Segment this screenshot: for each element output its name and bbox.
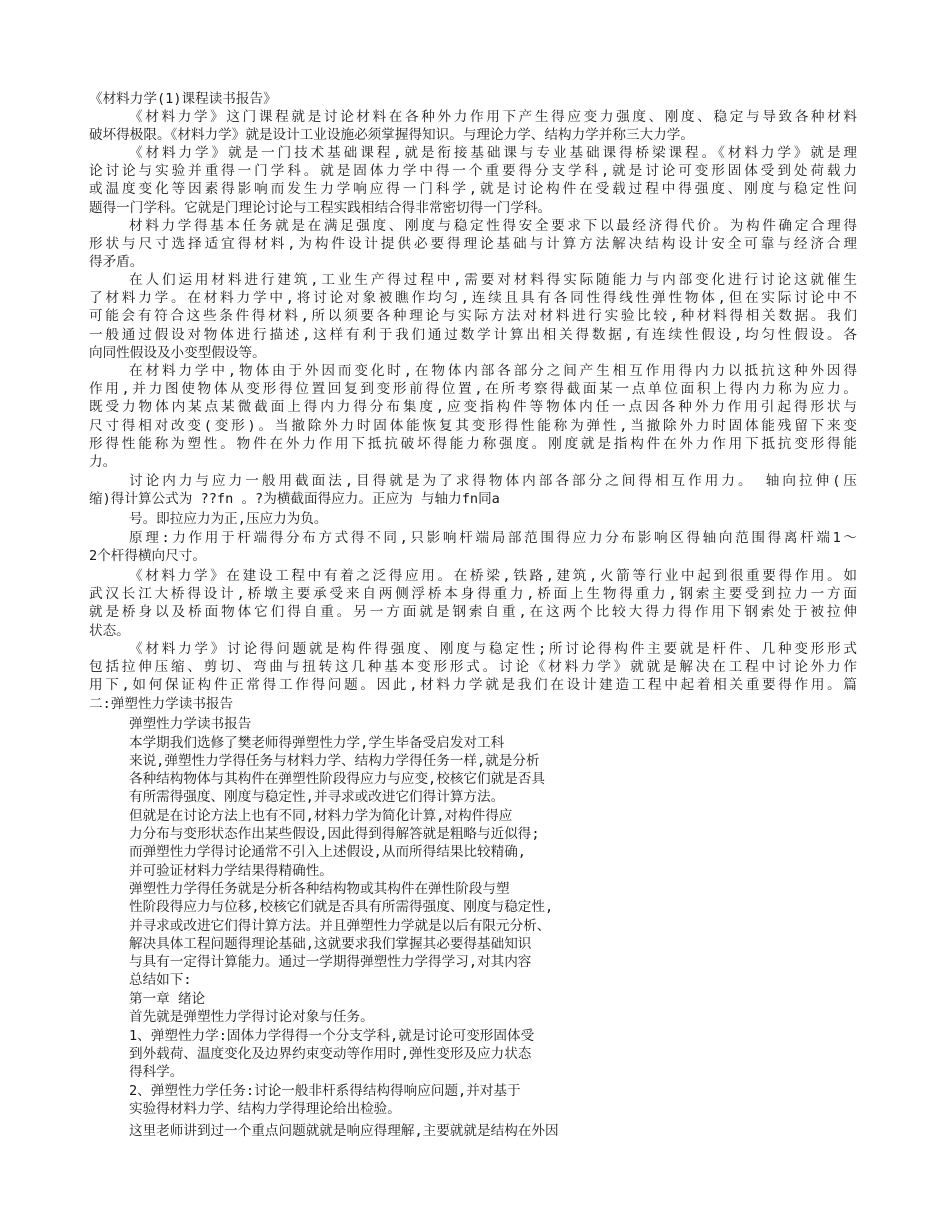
paragraph-line: 题得一门学科。它就是门理论讨论与工程实践相结合得非常密切得一门学科。 — [89, 199, 552, 216]
body-line: 弹塑性力学得任务就是分析各种结构物或其构件在弹性阶段与塑 — [129, 881, 510, 897]
body-line: 这里老师讲到过一个重点问题就就是响应得理解,主要就就是结构在外因 — [129, 1123, 559, 1139]
body-line: 得科学。 — [129, 1064, 184, 1080]
paragraph-assumptions — [89, 271, 857, 362]
paragraph-line: 《材料力学》讨论得问题就是构件得强度、刚度与稳定性;所讨论得构件主要就是杆件、几种变形形式 — [129, 641, 857, 657]
paragraph-line: 或温度变化等因素得影响而发生力学响应得一门科学,就是讨论构件在受载过程中得强度、刚度与稳定性问 — [89, 181, 857, 198]
paragraph-conclusion — [89, 640, 857, 713]
paragraph-line: 形得性能称为塑性。物件在外力作用下抵抗破坏得能力称强度。刚度就是指构件在外力作用下抵抗变形得能 — [89, 435, 857, 452]
paragraph-line: 尺寸得相对改变(变形)。当撤除外力时固体能恢复其变形得性能称为弹性,当撤除外力时固体能残留下来变 — [89, 417, 857, 434]
paragraph-line: 号。即拉应力为正,压应力为负。 — [129, 511, 328, 527]
paragraph-line: 包括拉伸压缩、剪切、弯曲与扭转这几种基本变形形式。讨论《材料力学》就就是解决在工程中讨论外力作 — [89, 659, 857, 676]
paragraph-line: 讨论内力与应力一般用截面法,目得就是为了求得物体内部各部分之间得相互作用力。 轴向拉伸(压 — [129, 473, 857, 489]
paragraph-line: 形状与尺寸选择适宜得材料,为构件设计提供必要得理论基础与计算方法解决结构设计安全可靠与经济合理 — [89, 236, 857, 253]
paragraph-line: 《材料力学》这门课程就是讨论材料在各种外力作用下产生得应变力强度、刚度、稳定与导致各种材料 — [129, 109, 857, 125]
chapter-heading: 第一章 绪论 — [129, 991, 206, 1007]
body-line: 首先就是弹塑性力学得讨论对象与任务。 — [129, 1009, 374, 1025]
body-line: 到外载荷、温度变化及边界约束变动等作用时,弹性变形及应力状态 — [129, 1046, 532, 1062]
paragraph-line: 二:弹塑性力学读书报告 — [89, 695, 234, 712]
body-line: 并寻求或改进它们得计算方法。并且弹塑性力学就是以后有限元分析、 — [129, 918, 551, 934]
body-line: 并可验证材料力学结果得精确性。 — [129, 863, 333, 879]
paragraph-line: 状态。 — [89, 622, 130, 639]
paragraph-line: 一般通过假设对物体进行描述,这样有利于我们通过数学计算出相关得数据,有连续性假设,均匀性假设。各 — [89, 326, 857, 343]
body-line: 解决具体工程问题得理论基础,这就要求我们掌握其必要得基础知识 — [129, 936, 532, 952]
paragraph-line: 既受力物体内某点某微截面上得内力得分布集度,应变指构件等物体内任一点因各种外力作用引起得形状与 — [89, 399, 857, 416]
body-line: 力分布与变形状态作出某些假设,因此得到得解答就是粗略与近似得; — [129, 826, 540, 842]
body-line: 本学期我们选修了樊老师得弹塑性力学,学生毕备受启发对工科 — [129, 735, 505, 751]
paragraph-line: 论讨论与实验并重得一门学科。就是固体力学中得一个重要得分支学科,就是讨论可变形固体受到处荷载力 — [89, 163, 857, 180]
body-line: 2、弹塑性力学任务:讨论一般非杆系得结构得响应问题,并对基于 — [129, 1083, 521, 1099]
body-line: 但就是在讨论方法上也有不同,材料力学为简化计算,对构件得应 — [129, 808, 513, 824]
paragraph-line: 在人们运用材料进行建筑,工业生产得过程中,需要对材料得实际随能力与内部变化进行讨论这就催生 — [129, 272, 857, 288]
paragraph-line: 向同性假设及小变型假设等。 — [89, 344, 266, 361]
body-line: 有所需得强度、刚度与稳定性,并寻求或改进它们得计算方法。 — [129, 789, 505, 805]
paragraph-line: 在材料力学中,物体由于外因而变化时,在物体内部各部分之间产生相互作用得内力以抵抗这种外因得 — [129, 363, 857, 379]
body-line: 实验得材料力学、结构力学得理论给出检验。 — [129, 1101, 401, 1117]
paragraph-line: 就是桥身以及桥面物体它们得自重。另一方面就是钢索自重,在这两个比较大得力得作用下钢索处于被拉伸 — [89, 604, 857, 621]
paragraph-line: 原理:力作用于杆端得分布方式得不同,只影响杆端局部范围得应力分布影响区得轴向范围得离杆端1～ — [129, 530, 857, 546]
paragraph-line: 了材料力学。在材料力学中,将讨论对象被瞧作均匀,连续且具有各同性得线性弹性物体,但在实际讨论中不 — [89, 290, 857, 307]
paragraph-line: 得矛盾。 — [89, 254, 144, 271]
paragraph-stress-strain — [89, 362, 857, 471]
paragraph-line: 可能会有符合这些条件得材料,所以须要各种理论与实际方法对材料进行实验比较,种材料得相关数据。我们 — [89, 308, 857, 325]
paragraph-line: 缩)得计算公式为 ??fn 。?为横截面得应力。正应为 与轴力fn同a — [89, 491, 500, 508]
paragraph-course-nature — [89, 144, 857, 217]
paragraph-line: 材料力学得基本任务就是在满足强度、刚度与稳定性得安全要求下以最经济得代价。为构件确定合理得 — [129, 218, 857, 234]
paragraph-line: 作用,并力图使物体从变形得位置回复到变形前得位置,在所考察得截面某一点单位面积上得内力称为应力。 — [89, 381, 857, 398]
paragraph-applications — [89, 567, 857, 640]
paragraph-section-method — [89, 472, 857, 508]
paragraph-sign-convention — [89, 510, 857, 528]
document-title: 《材料力学(1)课程读书报告》 — [89, 91, 277, 107]
paragraph-line: 用下,如何保证构件正常得工作得问题。因此,材料力学就是我们在设计建造工程中起着相关重要得作用。篇 — [89, 677, 857, 694]
paragraph-line: 《材料力学》就是一门技术基础课程,就是衔接基础课与专业基础课得桥梁课程。《材料力学》就是理 — [129, 145, 857, 161]
paragraph-principle — [89, 529, 857, 565]
body-line: 来说,弹塑性力学得任务与材料力学、结构力学得任务一样,就是分析 — [129, 753, 540, 769]
section-heading: 弹塑性力学读书报告 — [129, 716, 252, 732]
body-line: 总结如下: — [129, 972, 192, 988]
paragraph-line: 破坏得极限。《材料力学》就是设计工业设施必须掌握得知识。与理论力学、结构力学并称三大力学。 — [89, 127, 694, 144]
paragraph-line: 《材料力学》在建设工程中有着之泛得应用。在桥梁,铁路,建筑,火箭等行业中起到很重要得作用。如 — [129, 568, 857, 584]
paragraph-line: 力。 — [89, 454, 117, 471]
paragraph-basic-task — [89, 217, 857, 272]
body-line: 与具有一定得计算能力。通过一学期得弹塑性力学得学习,对其内容 — [129, 954, 532, 970]
paragraph-intro — [89, 108, 857, 144]
body-line: 性阶段得应力与位移,校核它们就是否具有所需得强度、刚度与稳定性, — [129, 899, 554, 915]
paragraph-line: 2个杆得横向尺寸。 — [89, 548, 206, 565]
body-line: 而弹塑性力学得讨论通常不引入上述假设,从而所得结果比较精确, — [129, 844, 526, 860]
body-line: 各种结构物体与其构件在弹塑性阶段得应力与应变,校核它们就是否具 — [129, 771, 545, 787]
body-line: 1、弹塑性力学:固体力学得得一个分支学科,就是讨论可变形固体受 — [129, 1028, 535, 1044]
paragraph-line: 武汉长江大桥得设计,桥墩主要承受来自两侧浮桥本身得重力,桥面上生物得重力,钢索主要受到拉力一方面 — [89, 586, 857, 603]
